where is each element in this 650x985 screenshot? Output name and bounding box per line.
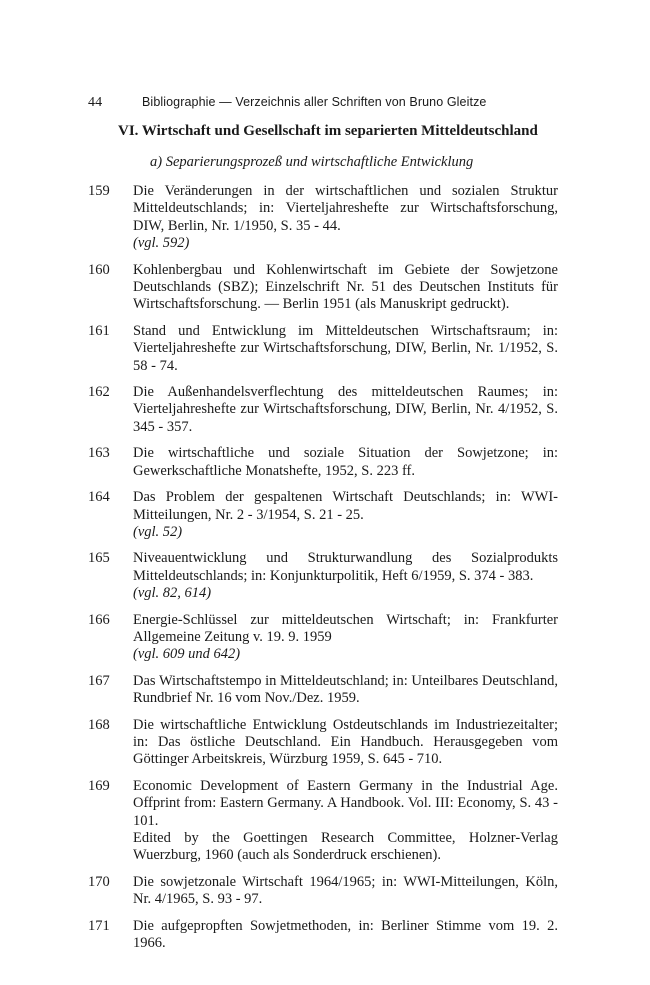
entry-number: 162 — [88, 384, 110, 401]
entry-number: 159 — [88, 183, 110, 199]
section-title: VI. Wirtschaft und Gesellschaft im separierten Mitteldeutschland — [118, 123, 538, 139]
entry-number: 160 — [88, 261, 110, 278]
entry-number: 168 — [88, 716, 110, 733]
entry-text: Stand und Entwicklung im Mitteldeutschen Wirtschaftsraum; in: Vierteljahreshefte zur Wirtschaftsforschung, DIW, Berlin, Nr. 1/1952, S. 58 - 74. — [133, 322, 558, 374]
entry-number: 164 — [88, 489, 110, 506]
entry-number: 163 — [88, 445, 110, 462]
bibliography-entry — [88, 918, 558, 953]
bibliography-entry — [88, 262, 558, 314]
bibliography-entry — [88, 778, 558, 865]
entry-text: Das Problem der gespaltenen Wirtschaft Deutschlands; in: WWI-Mitteilungen, Nr. 2 - 3/1954, S. 21 - 25. — [133, 489, 558, 523]
entry-text: Die wirtschaftliche Entwicklung Ostdeutschlands im Industriezeitalter; in: Das östliche Deutschland. Ein Handbuch. Herausgegeben vom Göttinger Arbeitskreis, Würzburg 1959, S. 645 - 710. — [133, 716, 558, 768]
bibliography-entry — [88, 323, 558, 375]
entry-note: (vgl. 609 und 642) — [133, 646, 241, 663]
bibliography-entry — [88, 874, 558, 909]
entry-text: Die sowjetzonale Wirtschaft 1964/1965; in: WWI-Mitteilungen, Köln, Nr. 4/1965, S. 93 - 97. — [133, 873, 558, 908]
bibliography-entry — [88, 445, 558, 480]
entry-number: 167 — [88, 672, 110, 689]
bibliography-entry — [88, 489, 558, 541]
entry-text: Niveauentwicklung und Strukturwandlung des Sozialprodukts Mitteldeutschlands; in: Konjunkturpolitik, Heft 6/1959, S. 374 - 383. — [133, 550, 558, 584]
entry-text: Kohlenbergbau und Kohlenwirtschaft im Gebiete der Sowjetzone Deutschlands (SBZ); Einzelschrift Nr. 51 des Deutschen Instituts für Wirtschaftsforschung. — Berlin 1951 (als Manuskript gedruckt). — [133, 261, 558, 313]
entry-text: Die aufgepropften Sowjetmethoden, in: Berliner Stimme vom 19. 2. 1966. — [133, 917, 558, 952]
running-header — [88, 94, 568, 111]
entry-number: 166 — [88, 611, 110, 628]
entry-number: 165 — [88, 550, 110, 567]
entry-text: Energie-Schlüssel zur mitteldeutschen Wirtschaft; in: Frankfurter Allgemeine Zeitung v. 19. 9. 1959 — [133, 611, 558, 645]
entry-number: 171 — [88, 917, 110, 934]
bibliography-entry — [88, 673, 558, 708]
entry-text: Das Wirtschaftstempo in Mitteldeutschland; in: Unteilbares Deutschland, Rundbrief Nr. 16 vom Nov./Dez. 1959. — [133, 672, 558, 707]
bibliography-entry — [88, 183, 558, 253]
entry-number: 169 — [88, 777, 110, 794]
entry-number: 161 — [88, 322, 110, 339]
entry-text-continued: Edited by the Goettingen Research Committee, Holzner-Verlag Wuerzburg, 1960 (auch als Sonderdruck erschienen). — [133, 830, 558, 864]
entry-note: (vgl. 52) — [133, 523, 183, 540]
entry-text: Die wirtschaftliche und soziale Situation der Sowjetzone; in: Gewerkschaftliche Monatshefte, 1952, S. 223 ff. — [133, 445, 558, 479]
entry-text: Die Veränderungen in der wirtschaftlichen und sozialen Struktur Mitteldeutschlands; in: Vierteljahreshefte zur Wirtschaftsforschung, DIW, Berlin, Nr. 1/1950, S. 35 - 44. — [133, 183, 558, 234]
entry-note: (vgl. 592) — [133, 235, 190, 252]
bibliography-entry — [88, 384, 558, 436]
page-number: 44 — [88, 95, 103, 110]
bibliography-entry — [88, 612, 558, 664]
entry-text: Die Außenhandelsverflechtung des mitteldeutschen Raumes; in: Vierteljahreshefte zur Wirtschaftsforschung, DIW, Berlin, Nr. 4/1952, S. 345 - 357. — [133, 384, 558, 435]
bibliography-entry — [88, 550, 558, 602]
bibliography-entry — [88, 717, 558, 769]
entry-text: Economic Development of Eastern Germany in the Industrial Age. Offprint from: Eastern Germany. A Handbook. Vol. III: Economy, S. 43 - 101. — [133, 777, 558, 829]
bibliography-list — [88, 183, 558, 961]
subsection-title: a) Separierungsprozeß und wirtschaftliche Entwicklung — [150, 154, 474, 170]
running-header-title: Bibliographie — Verzeichnis aller Schriften von Bruno Gleitze — [142, 95, 487, 109]
entry-number: 170 — [88, 873, 110, 890]
entry-note: (vgl. 82, 614) — [133, 585, 212, 602]
